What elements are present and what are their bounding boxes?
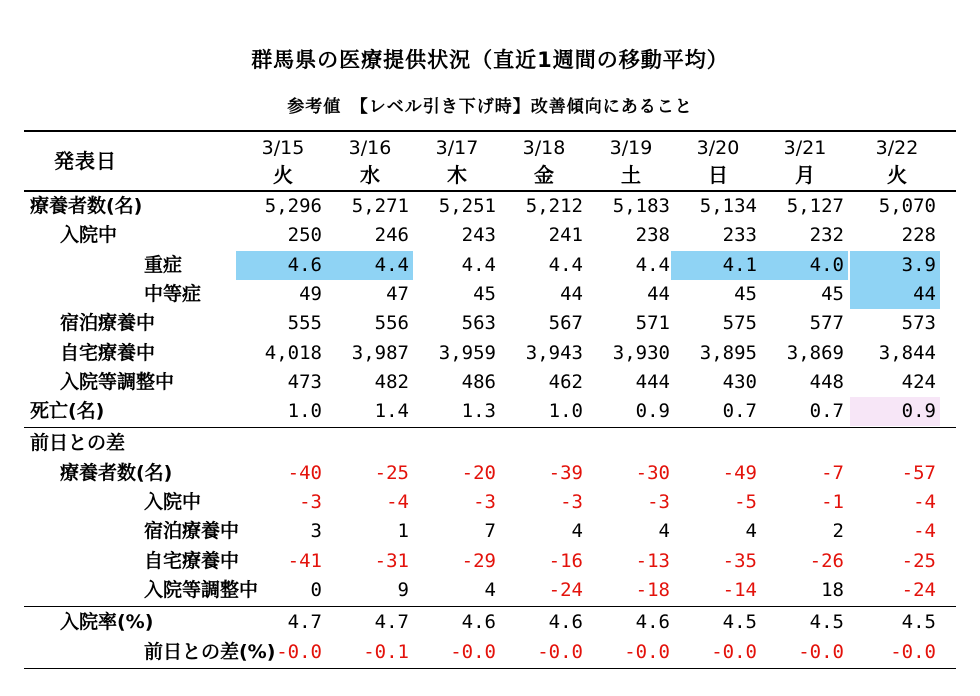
value-cell: 575 [722,312,757,335]
value-cell: 4.6 [461,611,496,634]
header-weekday: 日 [708,163,728,187]
value-cell: -3 [299,491,322,513]
row-label: 自宅療養中 [60,341,156,364]
table-rule [24,130,956,132]
value-cell: 424 [901,370,936,393]
value-cell: 4.4 [461,253,496,276]
value-cell: 4.1 [671,251,761,280]
header-date: 3/15 [261,137,305,159]
value-cell: 3,930 [612,341,670,364]
value-cell: 3 [310,520,322,543]
value-cell: 4.7 [287,611,322,634]
value-cell: -40 [287,461,322,484]
value-cell: 2 [832,520,844,543]
header-date: 3/20 [696,137,740,159]
value-cell: 5,134 [699,195,757,217]
value-cell: -0.0 [450,640,496,663]
value-cell: 4.5 [901,611,936,634]
value-cell: 3,869 [786,341,844,364]
header-date: 3/21 [783,137,827,159]
value-cell: 4 [745,520,757,543]
header-weekday: 月 [795,163,815,187]
value-cell: 448 [809,370,844,393]
value-cell: 571 [635,312,670,335]
value-cell: 44 [647,282,670,305]
header-weekday: 木 [447,163,467,187]
value-cell: 1.0 [548,400,583,423]
row-label: 入院等調整中 [60,370,175,393]
value-cell: -16 [548,549,583,572]
value-cell: 228 [901,224,936,247]
value-cell: -0.0 [537,640,583,663]
value-cell: 4.5 [722,611,757,634]
value-cell: 5,296 [264,195,322,217]
value-cell: 5,070 [878,195,936,217]
row-label: 入院等調整中 [144,578,259,601]
value-cell: 44 [560,282,583,305]
value-cell: 233 [722,224,757,247]
header-weekday: 火 [887,163,907,187]
row-label: 入院率(%) [60,611,154,634]
value-cell: -39 [548,461,583,484]
value-cell: -5 [734,491,757,513]
value-cell: -35 [722,549,757,572]
value-cell: 567 [548,312,583,335]
table-rule [24,606,956,607]
header-weekday: 火 [273,163,293,187]
value-cell: 9 [397,578,409,601]
value-cell: -49 [722,461,757,484]
value-cell: 5,251 [438,195,496,217]
value-cell: -0.0 [890,640,936,663]
value-cell: 0.7 [809,400,844,423]
value-cell: 4.7 [374,611,409,634]
value-cell: 1.4 [374,400,409,423]
value-cell: -14 [722,578,757,601]
value-cell: 0 [310,578,322,601]
value-cell: -13 [635,549,670,572]
value-cell: 4 [658,520,670,543]
value-cell: 573 [901,312,936,335]
medical-status-table [24,130,956,663]
value-cell: -41 [287,549,322,572]
value-cell: -0.0 [798,640,844,663]
header-weekday: 土 [621,163,641,187]
value-cell: 238 [635,224,670,247]
value-cell: 0.9 [850,397,940,426]
value-cell: 577 [809,312,844,335]
value-cell: 232 [809,224,844,247]
table-rule [24,668,956,669]
value-cell: 4,018 [264,341,322,364]
value-cell: 5,212 [525,195,583,217]
value-cell: -7 [821,461,844,484]
header-weekday: 金 [534,163,554,187]
value-cell: 556 [374,312,409,335]
value-cell: 45 [821,282,844,305]
value-cell: -57 [901,461,936,484]
value-cell: -3 [473,491,496,513]
page-subtitle: 参考値 【レベル引き下げ時】改善傾向にあること [287,97,693,117]
value-cell: 44 [850,280,940,309]
value-cell: 3,895 [699,341,757,364]
value-cell: -30 [635,461,670,484]
value-cell: -0.0 [624,640,670,663]
value-cell: 4.4 [548,253,583,276]
value-cell: 4.4 [635,253,670,276]
header-date: 3/18 [522,137,566,159]
value-cell: -3 [647,491,670,513]
header-date: 3/17 [435,137,479,159]
row-label: 中等症 [144,282,202,305]
header-date: 3/22 [875,137,919,159]
value-cell: 1.0 [287,400,322,423]
value-cell: 1.3 [461,400,496,423]
value-cell: 462 [548,370,583,393]
value-cell: -18 [635,578,670,601]
value-cell: -24 [901,578,936,601]
value-cell: 486 [461,370,496,393]
value-cell: 3,943 [525,341,583,364]
value-cell: -26 [809,549,844,572]
row-label: 自宅療養中 [144,549,240,572]
value-cell: -1 [821,491,844,513]
value-cell: 241 [548,224,583,247]
value-cell: 45 [473,282,496,305]
value-cell: 3,844 [878,341,936,364]
row-label: 入院中 [60,224,118,247]
row-label: 前日との差(%) [144,640,276,663]
row-label: 死亡(名) [30,400,105,423]
value-cell: -31 [374,549,409,572]
value-cell: -25 [901,549,936,572]
value-cell: 0.7 [722,400,757,423]
value-cell: 250 [287,224,322,247]
row-label: 療養者数(名) [30,195,143,217]
row-label: 入院中 [144,491,202,513]
value-cell: 444 [635,370,670,393]
value-cell: 7 [484,520,496,543]
value-cell: 5,271 [351,195,409,217]
value-cell: 430 [722,370,757,393]
value-cell: 49 [299,282,322,305]
value-cell: -4 [913,520,936,543]
table-rule [24,427,956,428]
value-cell: 0.9 [635,400,670,423]
value-cell: -25 [374,461,409,484]
header-date: 3/16 [348,137,392,159]
value-cell: 4.6 [236,251,326,280]
value-cell: 555 [287,312,322,335]
value-cell: 473 [287,370,322,393]
row-label: 宿泊療養中 [144,520,240,543]
value-cell: 4.6 [548,611,583,634]
value-cell: -29 [461,549,496,572]
value-cell: -4 [913,491,936,513]
value-cell: -20 [461,461,496,484]
row-label: 重症 [144,253,183,276]
header-date: 3/19 [609,137,653,159]
value-cell: 5,127 [786,195,844,217]
value-cell: 243 [461,224,496,247]
header-weekday: 水 [360,163,380,187]
value-cell: 18 [821,578,844,601]
diff-section-label: 前日との差 [30,432,126,455]
value-cell: -3 [560,491,583,513]
value-cell: -0.0 [276,640,322,663]
value-cell: 45 [734,282,757,305]
value-cell: 3,959 [438,341,496,364]
value-cell: -0.1 [363,640,409,663]
value-cell: -4 [386,491,409,513]
value-cell: 3,987 [351,341,409,364]
value-cell: 1 [397,520,409,543]
value-cell: 4.4 [323,251,413,280]
header-label: 発表日 [54,149,117,173]
row-label: 療養者数(名) [60,461,173,484]
value-cell: 4.0 [758,251,848,280]
value-cell: 47 [386,282,409,305]
value-cell: 4 [571,520,583,543]
value-cell: 482 [374,370,409,393]
value-cell: -24 [548,578,583,601]
value-cell: 4.6 [635,611,670,634]
value-cell: 4 [484,578,496,601]
value-cell: 246 [374,224,409,247]
page-title: 群馬県の医療提供状況（直近1週間の移動平均） [251,48,729,72]
value-cell: 3.9 [850,251,940,280]
value-cell: 4.5 [809,611,844,634]
value-cell: -0.0 [711,640,757,663]
value-cell: 5,183 [612,195,670,217]
value-cell: 563 [461,312,496,335]
row-label: 宿泊療養中 [60,312,156,335]
